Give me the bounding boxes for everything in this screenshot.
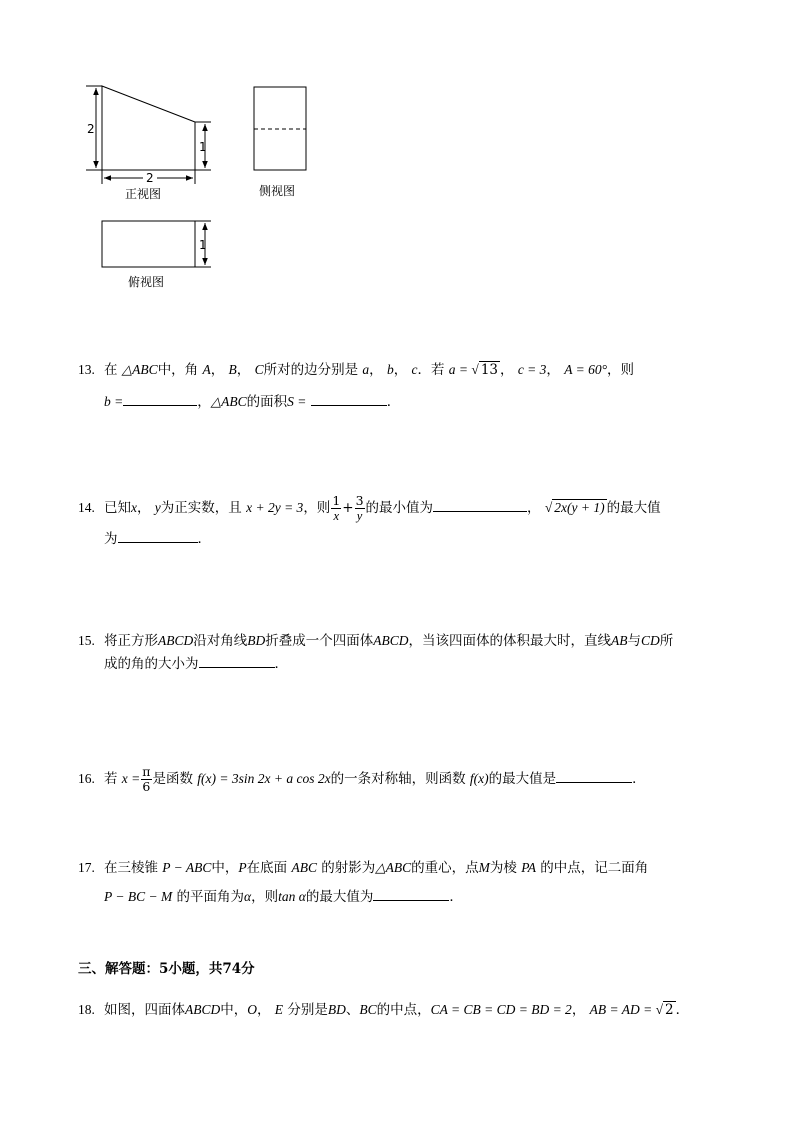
question-15: 15. 将正方形ABCD沿对角线BD折叠成一个四面体ABCD，当该四面体的体积最大时，直线AB与CD所 成的角的大小为 ． [78,633,674,672]
answer-blank-area[interactable] [311,391,387,406]
dim-width-label: 2 [146,171,154,185]
front-view-shape [102,86,195,170]
fraction-pi-over-6: $\frac{\pi}{6}$ [142,764,151,794]
answer-blank-tan[interactable] [373,886,449,901]
answer-blank-angle[interactable] [199,653,275,668]
fraction-3-over-y: $\frac{3}{y}$ [355,493,364,523]
question-18: 18. 如图，四面体ABCD中，O， E 分别是BD、BC的中点，CA = CB = CD = BD = 2， AB = AD = √ 2 ． [78,1002,690,1018]
section-heading: 三、解答题：5小题，共74分 [78,961,255,977]
dim-top-height-label: 1 [199,238,207,252]
front-view-label: 正视图 [125,187,162,201]
dim-height-right-label: 1 [199,140,207,154]
question-13: 13. 在 △ABC中，角 A， B， C所对的边分别是 a， b， c．若 a = √ 13 ， c = 3， A = 60°，则 b = ，△ABC的面积S = ． [78,362,634,410]
side-view-label: 侧视图 [259,184,296,198]
sqrt-13: 13 [480,362,499,378]
sqrt-2: 2 [665,1002,674,1018]
sqrt-expression: 2x(y + 1) [554,500,605,515]
fraction-1-over-x: $\frac{1}{x}$ [332,493,341,523]
answer-blank-min[interactable] [433,497,527,512]
three-view-diagram [0,0,360,300]
top-view-label: 俯视图 [128,275,165,289]
question-14: 14. 已知x， y为正实数，且 x + 2y = 3，则 $\frac{1}{x}$ + $\frac{3}{y}$ 的最小值为 ， √ 2x(y + 1) 的最大值 为 ． [78,493,661,547]
question-17: 17. 在三棱锥 P − ABC中，P在底面 ABC 的射影为△ABC的重心，点M为棱 PA 的中点，记二面角 P − BC − M 的平面角为α，则tan α的最大值为 ． [78,860,649,905]
answer-blank-max-value[interactable] [556,768,632,783]
answer-blank-b[interactable] [123,391,197,406]
top-view-shape [102,221,195,267]
answer-blank-max[interactable] [118,528,198,543]
dim-height-left-label: 2 [87,122,95,136]
question-16: 16. 若 x = $\frac{\pi}{6}$ 是函数 f(x) = 3sin 2x + a cos 2x的一条对称轴，则函数 f(x)的最大值是 ． [78,764,646,794]
